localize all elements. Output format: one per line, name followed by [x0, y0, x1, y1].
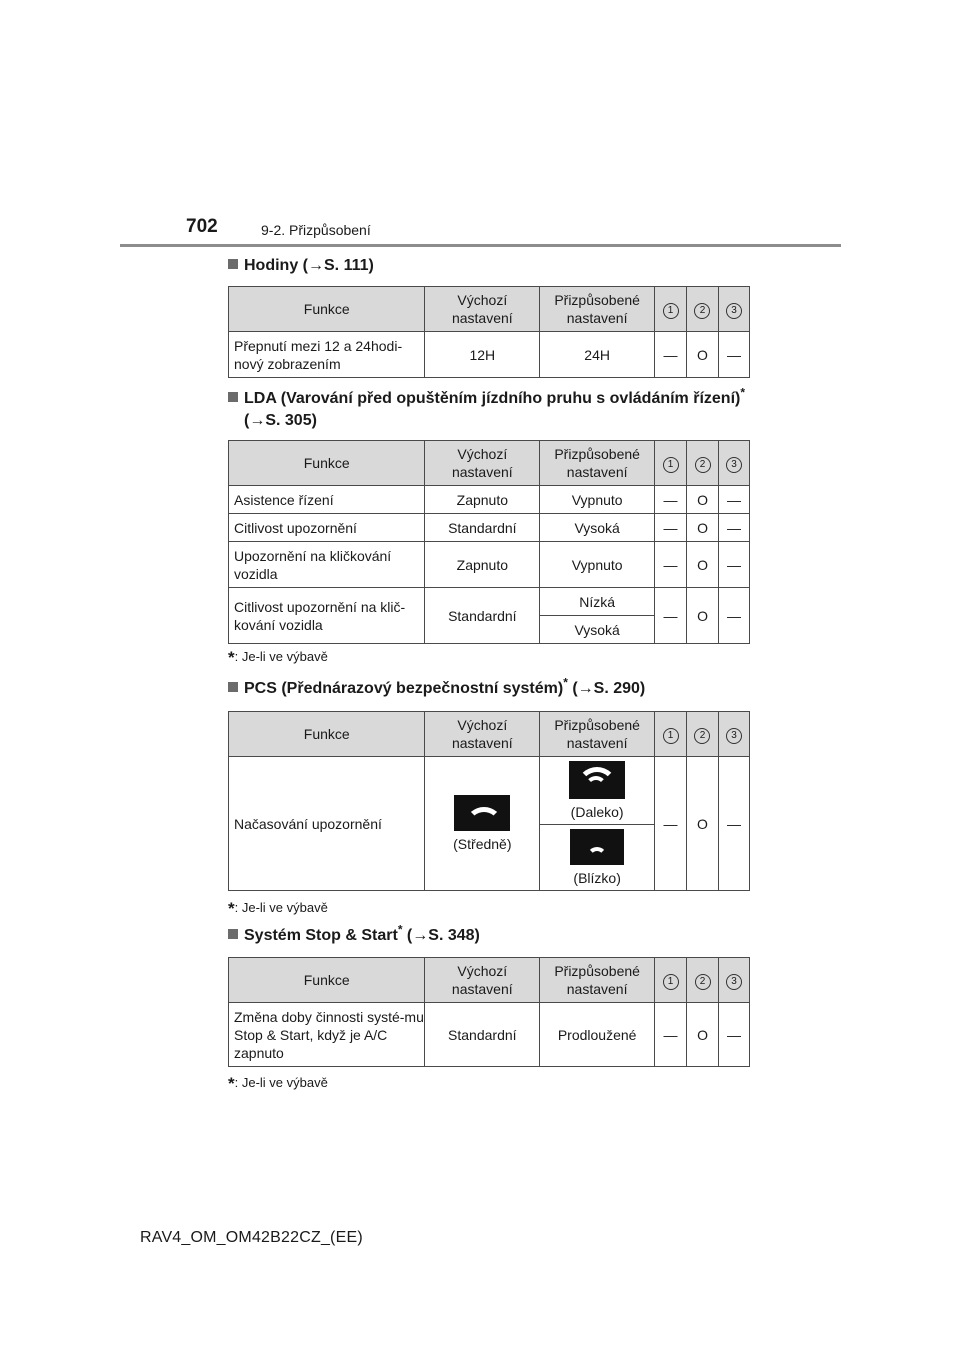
table-header-row	[229, 441, 750, 486]
col-header-function: Funkce	[229, 287, 425, 332]
default-caption: (Středně)	[453, 835, 512, 852]
function-cell: Přepnutí mezi 12 a 24hodi-nový zobrazením	[229, 332, 425, 378]
custom-cell: 24H	[540, 332, 655, 378]
table-row	[229, 332, 750, 378]
footnote-star: *	[228, 899, 235, 918]
custom-cell: Vysoká	[540, 616, 655, 644]
mode1-cell: —	[655, 1003, 687, 1067]
col-header-default: Výchozí nastavení	[425, 441, 540, 486]
footnote	[228, 1074, 328, 1094]
heading-text: Hodiny (	[244, 257, 308, 274]
default-cell: Zapnuto	[425, 486, 540, 514]
section-heading-lda	[228, 385, 768, 432]
table-header-row	[229, 287, 750, 332]
col-header-custom: Přizpůsobené nastavení	[540, 287, 655, 332]
section-heading-clock	[228, 255, 374, 277]
circled-1-icon: 1	[663, 974, 679, 990]
square-bullet-icon	[228, 392, 238, 402]
page-ref: S. 348)	[428, 927, 480, 944]
default-cell: Standardní	[425, 514, 540, 542]
table-row	[229, 1003, 750, 1067]
lda-table	[228, 440, 750, 644]
default-cell	[425, 757, 540, 891]
page-ref: S. 305)	[265, 412, 317, 429]
circled-1-icon: 1	[663, 303, 679, 319]
table-row	[229, 588, 750, 616]
function-cell: Asistence řízení	[229, 486, 425, 514]
square-bullet-icon	[228, 259, 238, 269]
custom-cell: Vypnuto	[540, 542, 655, 588]
footnote-star: *	[397, 922, 403, 937]
page-ref: S. 111)	[324, 257, 374, 274]
circled-2-icon: 2	[694, 303, 710, 319]
default-cell: Zapnuto	[425, 542, 540, 588]
circled-2-icon: 2	[695, 974, 711, 990]
col-header-default: Výchozí nastavení	[425, 712, 540, 757]
heading-text: LDA (Varování před opuštěním jízdního pruhu s ovládáním řízení)	[244, 390, 741, 407]
col-header-function: Funkce	[229, 441, 425, 486]
footnote-star: *	[740, 385, 746, 400]
footnote-star: *	[228, 1074, 235, 1093]
mode1-cell: —	[655, 542, 687, 588]
circled-1-icon: 1	[663, 457, 679, 473]
arrow-icon: →	[308, 257, 324, 274]
heading-text: Systém Stop & Start	[244, 927, 398, 944]
custom-cell-near	[540, 825, 655, 891]
table-row	[229, 514, 750, 542]
mode2-cell: O	[687, 1003, 719, 1067]
mode1-cell: —	[655, 486, 687, 514]
circled-3-icon: 3	[726, 303, 742, 319]
mode2-cell: O	[687, 514, 719, 542]
default-cell: Standardní	[425, 1003, 540, 1067]
header-rule	[120, 244, 841, 247]
pcs-table	[228, 711, 750, 891]
mode1-cell: —	[655, 332, 687, 378]
function-cell: Načasování upozornění	[229, 757, 425, 891]
warning-timing-medium-icon	[454, 795, 510, 831]
custom-cell: Vysoká	[540, 514, 655, 542]
custom-cell: Nízká	[540, 588, 655, 616]
circled-3-icon: 3	[726, 457, 742, 473]
page-number: 702	[186, 216, 218, 237]
mode2-cell: O	[687, 757, 719, 891]
custom-cell: Vypnuto	[540, 486, 655, 514]
col-header-custom: Přizpůsobené nastavení	[540, 441, 655, 486]
function-cell: Změna doby činnosti systé-mu Stop & Start, když je A/C zapnuto	[229, 1003, 425, 1067]
footnote	[228, 648, 328, 668]
custom-caption-near: (Blízko)	[573, 869, 621, 886]
footnote-star: *	[563, 675, 568, 690]
function-cell: Citlivost upozornění na klič-kování vozidla	[229, 588, 425, 644]
warning-timing-near-icon	[570, 829, 624, 865]
table-header-row	[229, 958, 750, 1003]
mode3-cell: —	[718, 486, 749, 514]
mode1-cell: —	[655, 757, 687, 891]
section-heading-pcs: PCS (Přednárazový bezpečnostní systém)* (→S. 290)	[228, 678, 645, 700]
table-header-row	[229, 712, 750, 757]
footnote-text: : Je-li ve výbavě	[234, 649, 328, 664]
footnote-star: *	[228, 648, 235, 667]
table-row	[229, 757, 750, 825]
col-header-custom: Přizpůsobené nastavení	[540, 712, 655, 757]
custom-cell-far	[540, 757, 655, 825]
clock-table	[228, 286, 750, 378]
function-cell: Upozornění na kličkování vozidla	[229, 542, 425, 588]
mode3-cell: —	[718, 588, 749, 644]
custom-cell: Prodloužené	[540, 1003, 655, 1067]
heading-text: PCS (Přednárazový bezpečnostní systém)	[244, 680, 564, 697]
footnote	[228, 899, 328, 919]
col-header-default: Výchozí nastavení	[425, 287, 540, 332]
mode2-cell: O	[687, 588, 719, 644]
col-header-default: Výchozí nastavení	[425, 958, 540, 1003]
square-bullet-icon	[228, 929, 238, 939]
mode3-cell: —	[718, 332, 749, 378]
section-title: 9-2. Přizpůsobení	[261, 222, 371, 238]
col-header-function: Funkce	[229, 712, 425, 757]
stop-start-table	[228, 957, 750, 1067]
mode2-cell: O	[687, 332, 719, 378]
mode3-cell: —	[718, 514, 749, 542]
circled-1-icon: 1	[663, 728, 679, 744]
arrow-icon: →	[249, 412, 266, 429]
document-code: RAV4_OM_OM42B22CZ_(EE)	[140, 1229, 363, 1246]
warning-timing-far-icon	[569, 761, 625, 799]
square-bullet-icon	[228, 682, 238, 692]
mode3-cell: —	[719, 1003, 750, 1067]
arrow-icon: →	[412, 927, 429, 944]
footnote-text: : Je-li ve výbavě	[234, 900, 328, 915]
mode2-cell: O	[687, 542, 719, 588]
table-row	[229, 542, 750, 588]
page-ref: S. 290)	[593, 680, 646, 697]
function-cell: Citlivost upozornění	[229, 514, 425, 542]
circled-3-icon: 3	[726, 974, 742, 990]
mode2-cell: O	[687, 486, 719, 514]
circled-2-icon: 2	[694, 728, 710, 744]
mode3-cell: —	[718, 542, 749, 588]
col-header-function: Funkce	[229, 958, 425, 1003]
mode1-cell: —	[655, 588, 687, 644]
col-header-custom: Přizpůsobené nastavení	[540, 958, 655, 1003]
default-cell: Standardní	[425, 588, 540, 644]
section-heading-stop-start: Systém Stop & Start* (→S. 348)	[228, 925, 480, 947]
circled-3-icon: 3	[726, 728, 742, 744]
paren: (	[244, 412, 250, 429]
custom-caption-far: (Daleko)	[570, 803, 624, 820]
footnote-text: : Je-li ve výbavě	[234, 1075, 328, 1090]
mode3-cell: —	[718, 757, 749, 891]
default-cell: 12H	[425, 332, 540, 378]
table-row	[229, 486, 750, 514]
arrow-icon: →	[577, 680, 594, 697]
mode1-cell: —	[655, 514, 687, 542]
circled-2-icon: 2	[695, 457, 711, 473]
